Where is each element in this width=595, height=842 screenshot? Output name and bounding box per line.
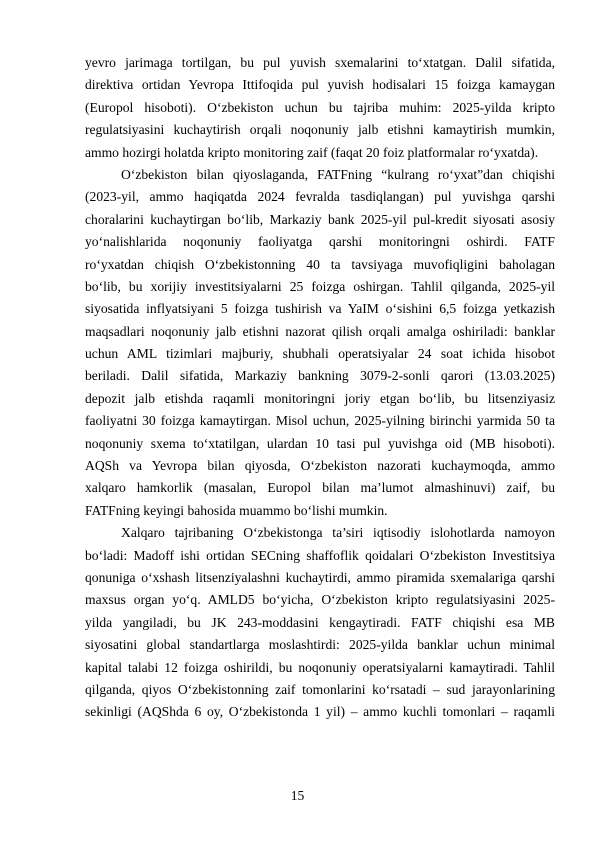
text-line: sekinligi (AQShda 6 oy, O‘zbekistonda 1 yil) – ammo kuchli tomonlari – raqamli [85, 704, 555, 720]
document-body [85, 52, 555, 724]
paragraph [85, 52, 555, 164]
text-line: faoliyatni 30 foizga kamaytirgan. Misol uchun, 2025-yilning birinchi yarmida 50 ta [85, 413, 555, 429]
text-line: yevro jarimaga tortilgan, bu pul yuvish sxemalarini to‘xtatgan. Dalil sifatida, [85, 55, 555, 70]
text-line: qonuniga o‘xshash litsenziyalashni kuchaytirdi, ammo piramida sxemalariga qarshi [85, 569, 555, 585]
text-line: bo‘lib, bu xorijiy investitsiyalarni 25 foizga oshirgan. Tahlil qilganda, 2025-yil [85, 278, 555, 294]
text-line: (Europol hisoboti). O‘zbekiston uchun bu tajriba muhim: 2025-yilda kripto [85, 99, 555, 115]
text-line: noqonuniy sxema to‘xtatilgan, ulardan 10 tasi pul yuvishga oid (MB hisoboti). [85, 435, 555, 451]
text-line: yilda yangiladi, bu JK 243-moddasini kengaytiradi. FATF chiqishi esa MB [85, 614, 555, 630]
text-line: siyosatida inflyatsiyani 5 foizga tushirish va YaIM o‘sishini 6,5 foizga yetkazish [85, 301, 555, 317]
paragraph [85, 164, 555, 522]
text-line: beriladi. Dalil sifatida, Markaziy bankning 3079-2-sonli qarori (13.03.2025) [85, 368, 555, 384]
text-line: Xalqaro tajribaning O‘zbekistonga ta’siri iqtisodiy islohotlarda namoyon [121, 525, 555, 541]
text-line: ammo hozirgi holatda kripto monitoring zaif (faqat 20 foiz platformalar ro‘yxatda). [85, 144, 539, 160]
page-number: 15 [290, 788, 305, 803]
text-line: AQSh va Yevropa bilan qiyosda, O‘zbekiston nazorati kuchaymoqda, ammo [85, 458, 555, 474]
text-line: yo‘nalishlarida noqonuniy faoliyatga qarshi monitoringni oshirdi. FATF [85, 234, 555, 250]
text-line: bo‘ladi: Madoff ishi ortidan SECning shaffoflik qoidalari O‘zbekiston Investitsiya [85, 547, 555, 563]
text-line: FATFning keyingi bahosida muammo bo‘lishi mumkin. [85, 502, 388, 518]
text-line: O‘zbekiston bilan qiyoslaganda, FATFning “kulrang ro‘yxat”dan chiqishi [121, 166, 555, 182]
text-line: qilganda, qiyos O‘zbekistonning zaif tomonlarini ko‘rsatadi – sud jarayonlarining [85, 681, 555, 697]
text-line: ro‘yxatdan chiqish O‘zbekistonning 40 ta tavsiyaga muvofiqligini baholagan [85, 256, 555, 272]
text-line: maqsadlari noqonuniy jalb etishni nazorat qilish orqali amalga oshiriladi: banklar [85, 323, 555, 339]
text-line: regulatsiyasini kuchaytirish orqali noqonuniy jalb etishni kamaytirish mumkin, [85, 122, 555, 138]
text-line: uchun AML tizimlari majburiy, shubhali operatsiyalar 24 soat ichida hisobot [85, 346, 555, 362]
text-line: depozit jalb etishda raqamli monitoringni joriy etgan bo‘lib, bu litsenziyasiz [85, 390, 555, 406]
text-line: direktiva ortidan Yevropa Ittifoqida pul yuvish hodisalari 15 foizga kamaygan [85, 77, 555, 93]
text-line: (2023-yil, ammo haqiqatda 2024 fevralda tasdiqlangan) pul yuvishga qarshi [85, 189, 555, 205]
text-line: choralarini kuchaytirgan bo‘lib, Markaziy bank 2025-yil pul-kredit siyosati asosiy [85, 211, 555, 227]
text-line: siyosatini global standartlarga moslashtirdi: 2025-yilda banklar uchun minimal [85, 637, 555, 653]
text-line: maxsus organ yo‘q. AMLD5 bo‘yicha, O‘zbekiston kripto regulatsiyasini 2025- [85, 592, 555, 608]
text-line: kapital talabi 12 foizga oshirildi, bu noqonuniy operatsiyalarni kamaytiradi. Tahlil [85, 659, 555, 675]
text-line: xalqaro hamkorlik (masalan, Europol bilan ma’lumot almashinuvi) zaif, bu [85, 480, 555, 496]
paragraph [85, 522, 555, 724]
